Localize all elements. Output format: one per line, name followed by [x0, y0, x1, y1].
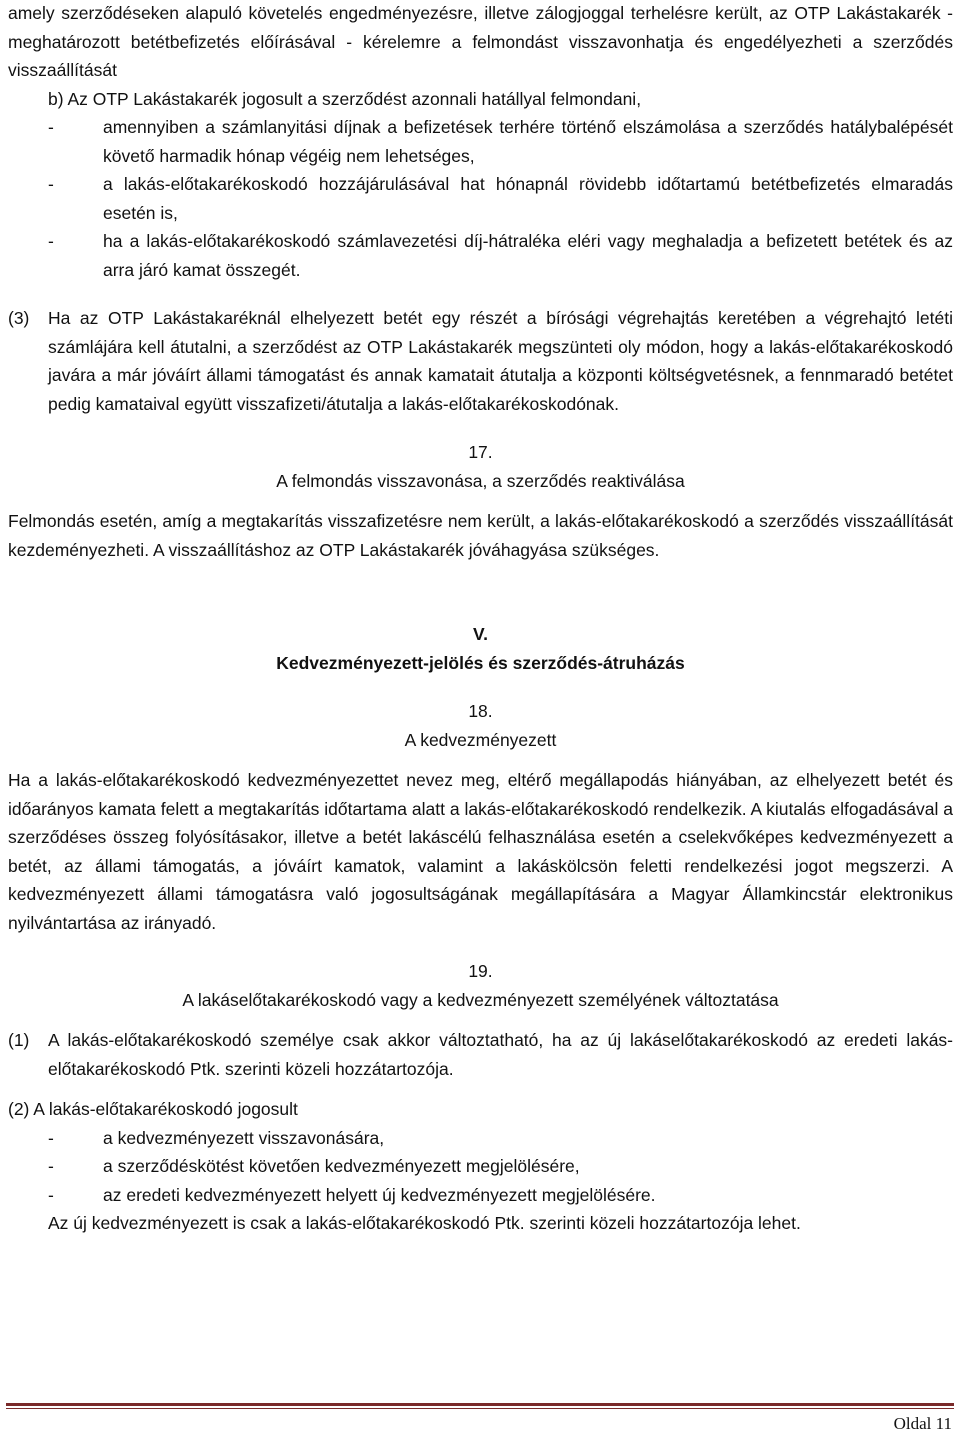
list-item	[8, 1152, 953, 1181]
section-18-text: Ha a lakás-előtakarékoskodó kedvezményezettet nevez meg, eltérő megállapodás hiányában, az elhelyezett betét és időarányos kamata felett a megtakarítás időtartama alatt a lakás-előtakarékoskodó rendelkezik. A kiutalás elfogadásával a szerződéses összeg folyósításakor, illetve a betét lakáscélú felhasználása esetén a cselekvőképes kedvezményezett a betét, az állami támogatás, a jóváírt kamatok, valamint a lakáskölcsön feletti rendelkezési jogot megszerzi. A kedvezményezett állami támogatásra való jogosultságának megállapítására a Magyar Államkincstár elektronikus nyilvántartása az irányadó.	[8, 770, 953, 933]
section-title: A lakáselőtakarékoskodó vagy a kedvezményezett személyének változtatása	[182, 989, 779, 1010]
page-number: Oldal 11	[893, 1414, 952, 1433]
list-item-text: a lakás-előtakarékoskodó hozzájárulásával hat hónapnál rövidebb időtartamú betétbefizetés elmaradás esetén is,	[103, 174, 953, 223]
section-19-list	[8, 1124, 953, 1210]
intro-b-label: b) Az OTP Lakástakarék jogosult a szerződést azonnali hatállyal felmondani,	[48, 88, 642, 109]
section-17-text: Felmondás esetén, amíg a megtakarítás visszafizetésre nem került, a lakás-előtakarékoskodó a szerződés visszaállítását kezdeményezheti. A visszaállításhoz az OTP Lakástakarék jóváhagyása szükséges.	[8, 511, 953, 560]
document-page	[8, 0, 953, 1238]
list-item-text: ha a lakás-előtakarékoskodó számlavezetési díj-hátraléka eléri vagy meghaladja a befizetett betétek és az arra járó kamat összegét.	[103, 231, 953, 280]
footer-divider	[6, 1403, 954, 1406]
list-item	[8, 170, 953, 227]
section-19-paragraph-1	[8, 1026, 953, 1083]
section-19-closing: Az új kedvezményezett is csak a lakás-előtakarékoskodó Ptk. szerinti közeli hozzátartozója lehet.	[48, 1213, 801, 1233]
list-item-text: amennyiben a számlanyitási díjnak a befizetések terhére történő elszámolása a szerződés hatálybalépését követő harmadik hónap végéig nem lehetséges,	[103, 117, 953, 166]
list-item-text: az eredeti kedvezményezett helyett új kedvezményezett megjelölésére.	[103, 1184, 656, 1205]
intro-b-list	[8, 113, 953, 284]
paragraph-text: Ha az OTP Lakástakaréknál elhelyezett betét egy részét a bírósági végrehajtás keretében a végrehajtó letéti számlájára kell átutalni, a szerződést az OTP Lakástakarék megszünteti oly módon, hogy a lakás-előtakarékoskodó javára a már jóváírt állami támogatást és annak kamatait átutalja a központi költségvetésnek, a fennmaradó betétet pedig kamataival együtt visszafizeti/átutalja a lakás-előtakarékoskodónak.	[48, 308, 953, 414]
list-item	[8, 1124, 953, 1153]
section-19-paragraph-2-label: (2) A lakás-előtakarékoskodó jogosult	[8, 1099, 298, 1119]
list-item-text: a szerződéskötést követően kedvezményezett megjelölésére,	[103, 1156, 580, 1176]
paragraph-text: A lakás-előtakarékoskodó személye csak akkor változtatható, ha az új lakáselőtakarékoskodó az eredeti lakás-előtakarékoskodó Ptk. szerinti közeli hozzátartozója.	[48, 1030, 953, 1079]
list-dash: -	[48, 174, 54, 194]
section-number: 17.	[468, 442, 493, 462]
list-dash: -	[48, 231, 54, 251]
section-title: A kedvezményezett	[404, 729, 557, 750]
paragraph-number: (1)	[8, 1030, 30, 1050]
chapter-title: Kedvezményezett-jelölés és szerződés-átruházás	[276, 652, 685, 673]
section-number: 19.	[468, 961, 493, 981]
list-item-text: a kedvezményezett visszavonására,	[103, 1127, 385, 1148]
paragraph-number: (3)	[8, 308, 30, 328]
footer-divider	[6, 1408, 954, 1409]
list-item	[8, 113, 953, 170]
intro-paragraph: amely szerződéseken alapuló követelés engedményezésre, illetve zálogjoggal terhelésre került, az OTP Lakástakarék - meghatározott betétbefizetés előírásával - kérelemre a felmondást visszavonhatja és engedélyezheti a szerződés visszaállítását	[8, 3, 953, 80]
section-title: A felmondás visszavonása, a szerződés reaktiválása	[276, 470, 685, 491]
section-number: 18.	[468, 701, 493, 721]
chapter-number: V.	[473, 624, 488, 644]
list-dash: -	[48, 1156, 54, 1176]
list-dash: -	[48, 1127, 54, 1148]
list-dash: -	[48, 1184, 54, 1205]
list-item	[8, 227, 953, 284]
list-item	[8, 1181, 953, 1210]
paragraph-3	[8, 304, 953, 418]
list-dash: -	[48, 117, 54, 137]
